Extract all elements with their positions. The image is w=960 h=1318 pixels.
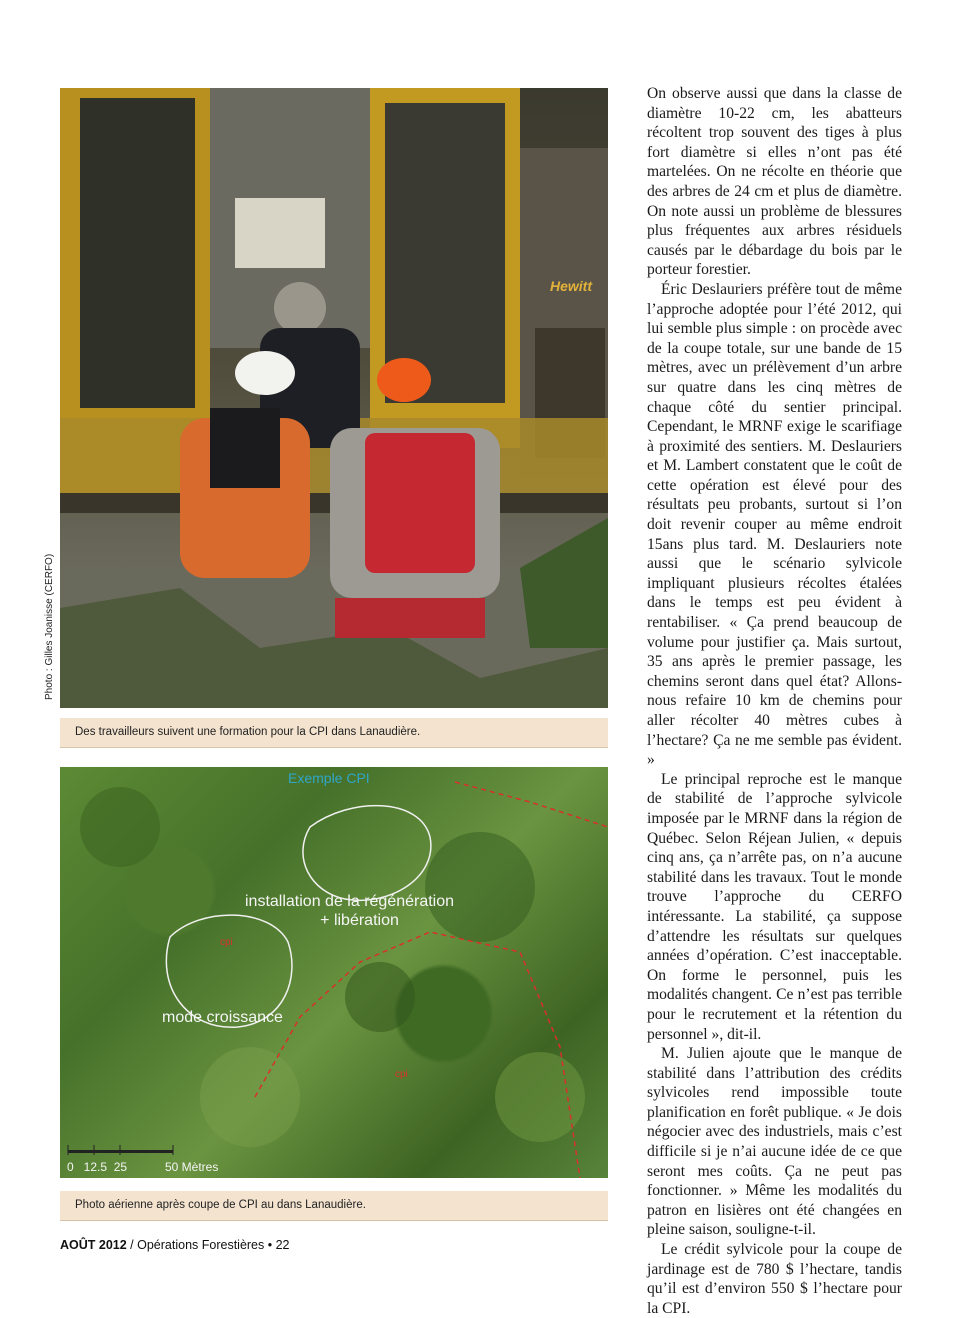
workers-illustration xyxy=(60,88,608,708)
aerial-annotations xyxy=(60,767,608,1178)
workers-photo-caption: Des travailleurs suivent une formation pour la CPI dans Lanaudière. xyxy=(60,718,608,748)
label-mode-croissance: mode croissance xyxy=(162,1009,283,1026)
page-footer xyxy=(60,1238,290,1252)
label-cpi-right: cpi xyxy=(395,1069,408,1080)
paragraph: Le crédit sylvicole pour la coupe de jardinage est de 780 $ l’hectare, tandis qu’il est d’environ 550 $ l’hectare pour la CPI. xyxy=(647,1241,902,1317)
paragraph: Éric Deslauriers préfère tout de même l’approche adoptée pour l’été 2012, qui lui semble plus simple : on procède avec de la coupe totale, sur une bande de 15 mètres, avec un prélèvement d’un arbre sur quatre dans les cinq mètres de chaque côté du sentier principal. Cependant, le MRNF exige le scarifiage à proximité des sentiers. M. Deslauriers et M. Lambert constatent que le coût de cette opération est élevé pour des résultats peu probants, surtout si l’on doit revenir couper au même endroit 15ans plus tard. M. Deslauriers note aussi que le scénario sylvicole impliquant plusieurs récoltes étalées dans le temps est peu évident à rentabiliser. « Ça prend beaucoup de volume pour justifier ça. Mais surtout, 35 ans après le premier passage, les chemins seront dans quel état? Allons-nous refaire 10 km de chemins pour aller récolter 40 mètres cubes à l’hectare? Ça ne me semble pas évident. » xyxy=(647,280,902,769)
footer-separator: / xyxy=(126,1238,138,1252)
footer-bullet: • xyxy=(264,1238,276,1252)
workers-photo xyxy=(60,88,608,708)
scale-ticks: 0 12.5 25 xyxy=(67,1160,128,1174)
photo-credit: Photo : Gilles Joanisse (CERFO) xyxy=(44,553,55,700)
aerial-title: Exemple CPI xyxy=(288,770,370,786)
paragraph: Le principal reproche est le manque de stabilité de l’approche sylvicole imposée par le MRNF dans la région de Québec. Selon Réjean Julien, « depuis cinq ans, ça n’arrête pas, on n’a aucune stabilité dans les travaux. Tout le monde trouve l’approche du CERFO intéressante. La stabilité, ça suppose d’attendre les résultats sur quelques années d’opération. C’est inacceptable. On forme le personnel, puis les modalités changent. Ce n’est pas terrible pour le recrutement et la rétention du personnel », dit-il. xyxy=(647,770,902,1043)
scale-unit: 50 Mètres xyxy=(165,1160,219,1174)
aerial-photo-caption: Photo aérienne après coupe de CPI au dans Lanaudière. xyxy=(60,1191,608,1221)
label-installation xyxy=(245,892,454,930)
article-body xyxy=(647,84,902,1318)
footer-magazine: Opérations Forestières xyxy=(137,1238,265,1252)
paragraph: On observe aussi que dans la classe de diamètre 10-22 cm, les abatteurs récoltent trop souvent des tiges à plus fort diamètre si elles n’ont pas été martelées. On ne récolte en théorie que des arbres de 24 cm et plus de diamètre. On note aussi un problème de blessures plus fréquentes aux arbres résiduels causés par le débardage du bois par le porteur forestier. xyxy=(647,85,902,279)
machine-brand-label: Hewitt xyxy=(550,278,592,294)
label-installation-line2: + libération xyxy=(320,912,399,929)
footer-page-number: 22 xyxy=(275,1238,290,1252)
footer-date: AOÛT 2012 xyxy=(60,1238,127,1252)
paragraph: M. Julien ajoute que le manque de stabilité dans l’attribution des crédits sylvicoles rend impossible toute planification en forêt publique. « Je dois négocier avec des industriels, mais c’est difficile si je n’ai aucune idée de ce que seront mes coûts. Ça ne peut pas fonctionner. » Même les modalités du patron en lisières ont été changées en pleine saison, souligne-t-il. xyxy=(647,1045,902,1239)
label-cpi-left: cpi xyxy=(220,937,233,948)
label-installation-line1: installation de la régénération xyxy=(245,893,455,910)
aerial-photo xyxy=(60,767,608,1178)
